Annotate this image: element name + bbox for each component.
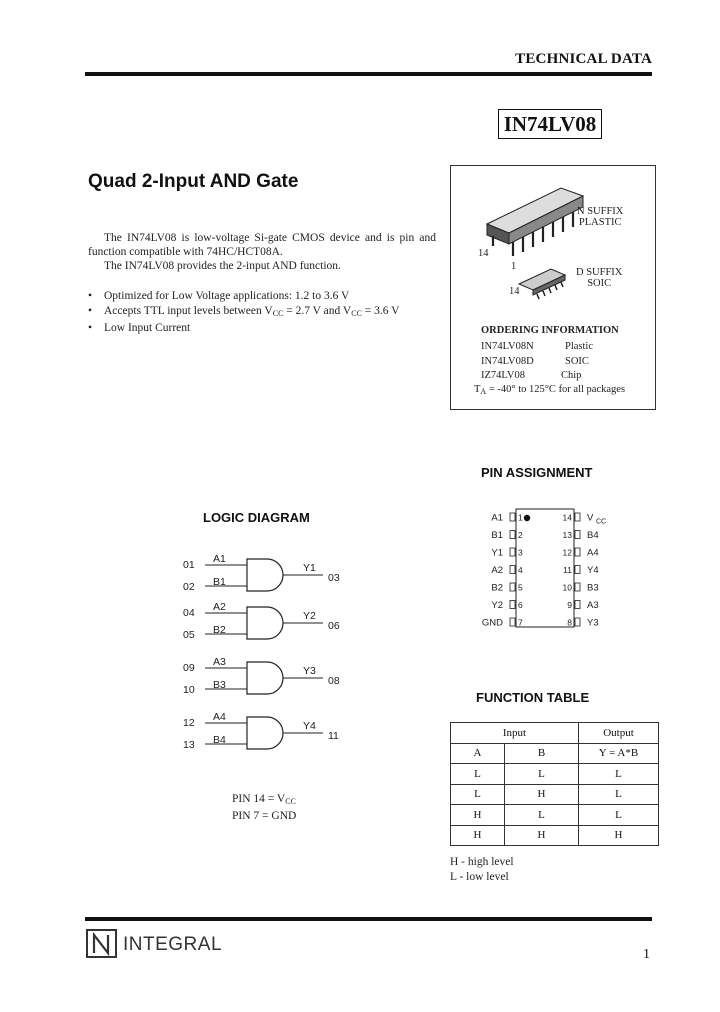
and-gate-icon bbox=[247, 717, 283, 749]
input-label-b: B3 bbox=[213, 679, 226, 691]
output-pin: 11 bbox=[328, 730, 339, 742]
input-pin-a: 09 bbox=[183, 662, 195, 674]
pin-number-right: 8 bbox=[567, 617, 572, 628]
pin-number-left: 3 bbox=[518, 547, 523, 558]
input-pin-b: 10 bbox=[183, 684, 195, 696]
description bbox=[88, 231, 436, 273]
input-pin-a: 12 bbox=[183, 717, 195, 729]
output-header: Output bbox=[579, 723, 659, 744]
feature-item: • Optimized for Low Voltage applications: 1.2 to 3.6 V bbox=[88, 289, 448, 304]
pin-number-right: 12 bbox=[562, 547, 572, 558]
pin-name-right: A4 bbox=[587, 547, 599, 559]
input-pin-a: 01 bbox=[183, 559, 195, 571]
col-a-header: A bbox=[451, 743, 505, 764]
col-y-header: Y = A*B bbox=[579, 743, 659, 764]
pin-number-right: 11 bbox=[563, 565, 572, 575]
table-row: H L L bbox=[451, 805, 659, 826]
logic-diagram-title: LOGIC DIAGRAM bbox=[203, 510, 310, 525]
pin-stub bbox=[510, 601, 515, 609]
pin-number-right: 10 bbox=[562, 582, 572, 593]
pin-name-left: GND bbox=[481, 617, 503, 629]
pin-stub bbox=[510, 531, 515, 539]
table-row: L H L bbox=[451, 784, 659, 805]
pin-number-left: 1 bbox=[518, 512, 523, 523]
bottom-rule bbox=[85, 917, 652, 921]
power-notes bbox=[232, 792, 296, 823]
package-drawing bbox=[451, 166, 655, 306]
output-pin: 03 bbox=[328, 572, 340, 584]
pin1-marker-icon bbox=[524, 515, 530, 521]
pin-stub bbox=[575, 566, 580, 574]
input-pin-b: 13 bbox=[183, 739, 195, 751]
ordering-row: IZ74LV08 Chip bbox=[481, 370, 582, 381]
pin-number-left: 7 bbox=[518, 617, 523, 628]
feature-item: • Low Input Current bbox=[88, 321, 448, 336]
and-gate-1 bbox=[183, 553, 340, 593]
output-label: Y4 bbox=[303, 720, 316, 732]
input-pin-b: 05 bbox=[183, 629, 195, 641]
input-label-a: A4 bbox=[213, 711, 226, 723]
pin-number-left: 4 bbox=[518, 565, 523, 575]
input-label-a: A1 bbox=[213, 553, 226, 565]
power-note-gnd: PIN 7 = GND bbox=[232, 810, 297, 822]
and-gate-3 bbox=[183, 656, 340, 696]
ordering-title: ORDERING INFORMATION bbox=[481, 325, 619, 336]
brand-name: INTEGRAL bbox=[123, 934, 223, 955]
part-number: IN74LV08 bbox=[498, 109, 602, 139]
pin-name-right: Y4 bbox=[587, 565, 599, 576]
output-pin: 08 bbox=[328, 675, 340, 687]
package-box bbox=[450, 165, 656, 410]
input-label-a: A2 bbox=[213, 601, 226, 613]
col-b-header: B bbox=[505, 743, 579, 764]
n-suffix-label: N SUFFIX PLASTIC bbox=[577, 206, 624, 228]
input-label-b: B2 bbox=[213, 624, 226, 636]
pin-assignment-title: PIN ASSIGNMENT bbox=[481, 465, 593, 480]
output-label: Y2 bbox=[303, 610, 316, 622]
pin-number-right: 14 bbox=[562, 512, 572, 523]
dip-package-icon bbox=[487, 188, 583, 256]
feature-list bbox=[88, 289, 448, 336]
pin-stub bbox=[575, 513, 580, 521]
pin-stub bbox=[575, 548, 580, 556]
pin-number-left: 2 bbox=[518, 530, 523, 540]
integral-logo-icon bbox=[86, 929, 118, 959]
pin-stub bbox=[510, 583, 515, 591]
pin-name-left: Y1 bbox=[491, 547, 503, 559]
ordering-row: IN74LV08D SOIC bbox=[481, 355, 589, 367]
pin-name-left: B2 bbox=[491, 582, 503, 594]
d-suffix-label: D SUFFIX SOIC bbox=[576, 267, 623, 289]
description-para-2: The IN74LV08 provides the 2-input AND function. bbox=[104, 260, 341, 272]
input-header: Input bbox=[451, 723, 579, 744]
ordering-row: IN74LV08N Plastic bbox=[481, 341, 593, 352]
pin-number-right: 13 bbox=[562, 530, 572, 540]
soic-package-icon bbox=[519, 269, 565, 299]
pin-stub bbox=[575, 618, 580, 626]
pin-name-left: A1 bbox=[491, 512, 503, 524]
logic-diagram bbox=[175, 545, 355, 760]
pin-number-right: 9 bbox=[567, 600, 572, 610]
input-pin-b: 02 bbox=[183, 581, 195, 593]
pin-name-right: B4 bbox=[587, 530, 599, 541]
pin-number-left: 5 bbox=[518, 582, 523, 593]
pin-name-left: Y2 bbox=[491, 600, 503, 611]
dip-pin1-label: 1 bbox=[511, 261, 517, 272]
table-row: H H H bbox=[451, 825, 659, 846]
output-pin: 06 bbox=[328, 620, 340, 632]
and-gate-2 bbox=[183, 601, 340, 641]
description-para-1: The IN74LV08 is low-voltage Si-gate CMOS device and is pin and function compatible with 74HC/HCT08A. bbox=[88, 232, 436, 258]
pin-name-left: B1 bbox=[491, 530, 503, 541]
dip-pin14-label: 14 bbox=[478, 248, 489, 259]
pin-name-left: A2 bbox=[491, 565, 503, 576]
top-rule bbox=[85, 72, 652, 76]
input-label-a: A3 bbox=[213, 656, 226, 668]
pin-stub bbox=[575, 531, 580, 539]
power-note-vcc: PIN $14 = V_{CC}$ bbox=[232, 793, 296, 806]
and-gate-icon bbox=[247, 559, 283, 591]
header-label: TECHNICAL DATA bbox=[515, 51, 652, 67]
input-label-b: B1 bbox=[213, 576, 226, 588]
and-gate-4 bbox=[183, 711, 339, 751]
page-title: Quad 2-Input AND Gate bbox=[88, 171, 299, 192]
pin-assignment-diagram bbox=[470, 505, 630, 630]
pin-name-right: B3 bbox=[587, 582, 599, 594]
output-label: Y3 bbox=[303, 665, 316, 677]
and-gate-icon bbox=[247, 607, 283, 639]
pin-name-right: A3 bbox=[587, 600, 599, 611]
output-label: Y1 bbox=[303, 562, 316, 574]
pin-stub bbox=[575, 583, 580, 591]
pin-stub bbox=[510, 513, 515, 521]
function-table-legend: H - high level L - low level bbox=[450, 856, 514, 883]
pin-stub bbox=[575, 601, 580, 609]
pin-name-sub: CC bbox=[596, 518, 607, 526]
and-gate-icon bbox=[247, 662, 283, 694]
table-row: L L L bbox=[451, 764, 659, 785]
page-number: 1 bbox=[643, 947, 650, 962]
input-pin-a: 04 bbox=[183, 607, 195, 619]
pin-number-left: 6 bbox=[518, 600, 523, 610]
pin-stub bbox=[510, 566, 515, 574]
feature-item: • Accepts TTL input levels between $V_{CC} = 2.7$ V and $V_{CC} = 3.6$ V bbox=[88, 304, 448, 322]
pin-name-right: Y3 bbox=[587, 617, 599, 629]
input-label-b: B4 bbox=[213, 734, 226, 746]
pin-name-right: V bbox=[587, 512, 594, 524]
ordering-table bbox=[481, 340, 593, 384]
pin-stub bbox=[510, 548, 515, 556]
temperature-range: $T_A = -40^\circ$ to 125°C for all packages bbox=[474, 384, 626, 396]
soic-pin14-label: 14 bbox=[509, 286, 520, 297]
pin-stub bbox=[510, 618, 515, 626]
function-table-title: FUNCTION TABLE bbox=[476, 690, 590, 705]
function-table bbox=[450, 722, 659, 846]
